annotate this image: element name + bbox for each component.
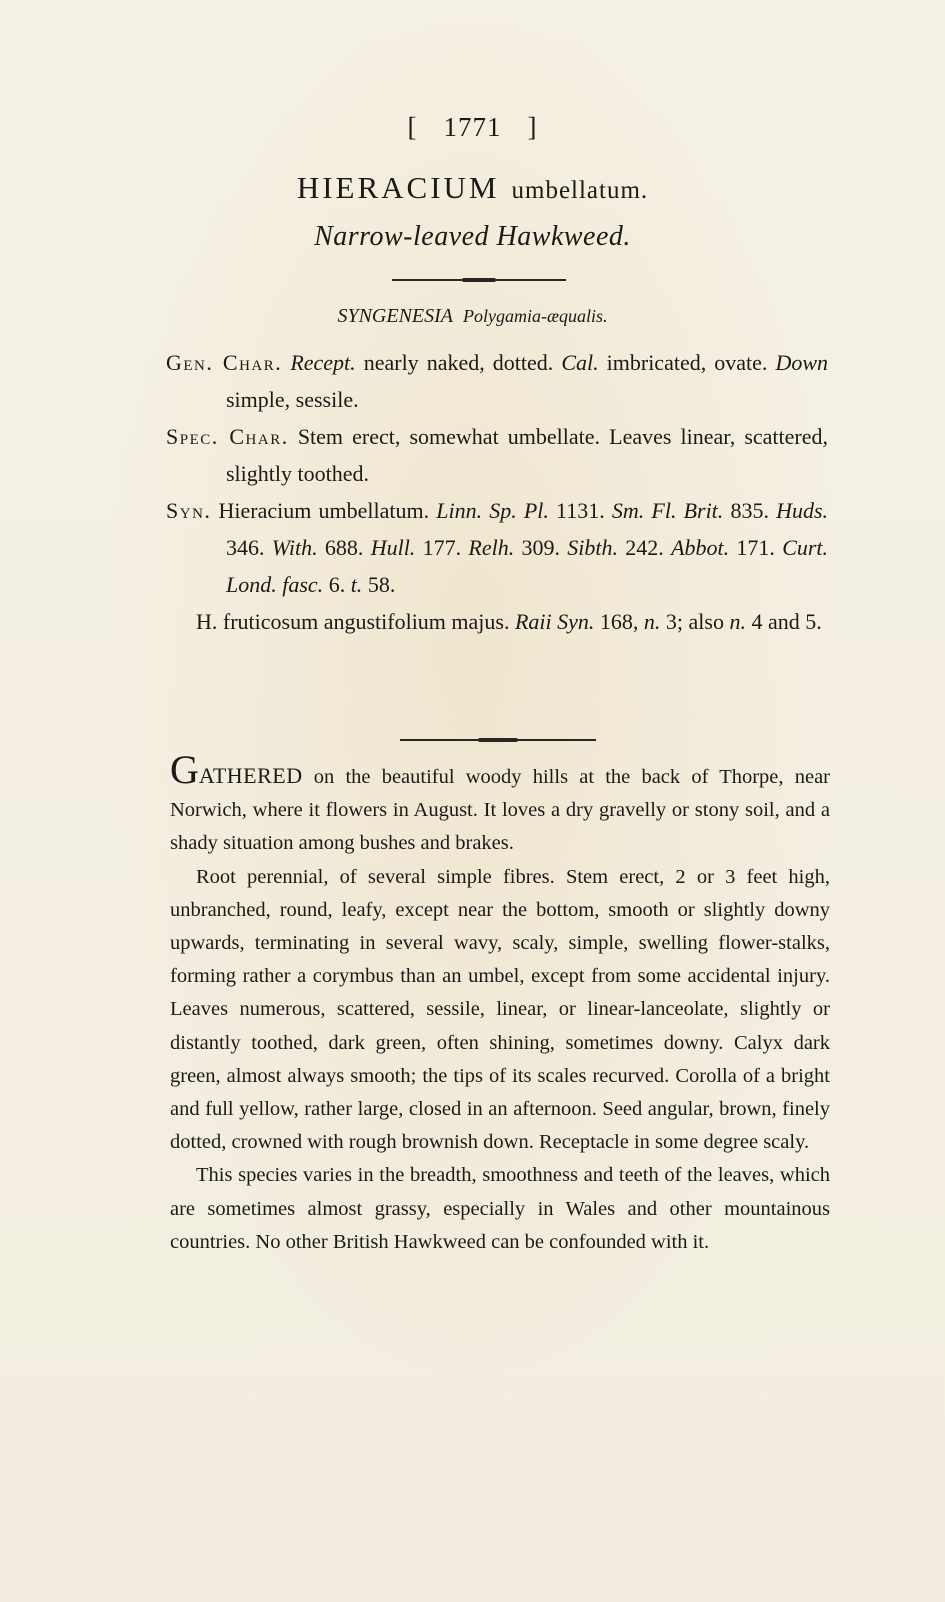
ornamental-rule-top <box>392 279 566 281</box>
synonymy <box>166 492 828 603</box>
syn-segment: 58. <box>362 572 396 597</box>
gen-char-text <box>226 350 828 412</box>
syn-segment: Curt. Lond. fasc. <box>226 535 829 597</box>
gen-char-segment: Recept. <box>290 350 356 375</box>
syn-label: Syn. <box>166 498 212 523</box>
drop-cap: G <box>170 747 199 792</box>
spec-char-label: Spec. Char. <box>166 424 289 449</box>
syn-segment: 309. <box>514 535 568 560</box>
class-name: SYNGENESIA <box>337 305 454 327</box>
characters-block <box>166 344 828 640</box>
syn2-segment: n. <box>729 609 746 634</box>
gen-char-segment: imbricated, ovate. <box>598 350 776 375</box>
gen-char-segment: Cal. <box>561 350 599 375</box>
syn-segment: 6. <box>323 572 351 597</box>
syn-text <box>219 498 829 597</box>
paragraph-description: Root perennial, of several simple fibres. Stem erect, 2 or 3 feet high, unbranched, round, leafy, except near the bottom, smooth or slightly downy upwards, terminating in several wavy, scaly, simple, swelling flower-stalks, forming rather a corymbus than an umbel, except from some accidental injury. Leaves numerous, scattered, sessile, linear, or linear-lanceolate, slightly or distantly toothed, dark green, often shining, sometimes downy. Calyx dark green, almost always smooth; the tips of its scales recurved. Corolla of a bright and full yellow, rather large, closed in an afternoon. Seed angular, brown, finely dotted, crowned with rough brownish down. Receptacle in some degree scaly. <box>170 865 830 1154</box>
syn2-segment: n. <box>643 609 661 634</box>
paragraph-1-text: on the beautiful woody hills at the back of Thorpe, near Norwich, where it flowers in August. It loves a dry gravelly or stony soil, and a shady situation among bushes and brakes. <box>170 766 830 855</box>
synonymy-secondary <box>166 603 828 640</box>
paragraph-habitat <box>170 747 830 861</box>
paragraph-variation: This species varies in the breadth, smoothness and teeth of the leaves, which are sometimes almost grassy, especially in Wales and other mountainous countries. No other British Hawkweed can be confounded with it. <box>170 1164 830 1253</box>
syn-segment: With. <box>271 535 318 560</box>
species-title <box>0 170 945 206</box>
syn-segment: 171. <box>729 535 783 560</box>
syn2-segment: 3; also <box>660 609 730 634</box>
syn2-text <box>196 609 822 634</box>
syn-segment: Abbot. <box>671 535 730 560</box>
syn-segment: Hieracium umbellatum. <box>218 498 437 523</box>
gen-char-segment: Down <box>775 350 828 375</box>
syn2-segment: Raii Syn. <box>514 609 595 634</box>
page-number: 1771 <box>443 112 502 142</box>
opening-word-rest: ATHERED <box>198 763 303 788</box>
syn-segment: Linn. Sp. Pl. <box>436 498 549 523</box>
common-name: Narrow-leaved Hawkweed. <box>314 221 631 252</box>
syn-segment: 177. <box>415 535 469 560</box>
genus-name: HIERACIUM <box>296 170 500 205</box>
specific-character <box>166 418 828 492</box>
syn2-segment: 168, <box>594 609 644 634</box>
species-epithet: umbellatum. <box>511 177 649 204</box>
gen-char-label: Gen. Char. <box>166 350 283 375</box>
syn-segment: 835. <box>723 498 777 523</box>
linnaean-classification <box>0 305 945 328</box>
spec-char-text: Stem erect, somewhat umbellate. Leaves linear, scattered, slightly toothed. <box>226 424 829 486</box>
gen-char-segment: nearly naked, dotted. <box>355 350 562 375</box>
ornamental-rule-bottom <box>400 739 596 741</box>
syn-segment: 242. <box>618 535 672 560</box>
syn2-segment: H. fruticosum angustifolium majus. <box>196 609 515 634</box>
syn-segment: Relh. <box>468 535 515 560</box>
syn-segment: Sm. Fl. Brit. <box>611 498 724 523</box>
syn-segment: Sibth. <box>567 535 618 560</box>
syn-segment: 346. <box>226 535 272 560</box>
syn-segment: Huds. <box>776 498 829 523</box>
generic-character <box>166 344 828 418</box>
gen-char-segment: simple, sessile. <box>226 387 359 412</box>
bracket-open: [ <box>407 112 418 142</box>
bracket-close: ] <box>527 112 538 142</box>
description-body <box>170 747 830 1259</box>
syn-segment: 1131. <box>548 498 612 523</box>
syn-segment: Hull. <box>370 535 416 560</box>
syn-segment: 688. <box>317 535 371 560</box>
order-name: Polygamia-æqualis. <box>463 306 608 326</box>
syn-segment: t. <box>350 572 363 597</box>
syn2-segment: 4 and 5. <box>745 609 822 634</box>
page-number-line <box>0 112 945 143</box>
